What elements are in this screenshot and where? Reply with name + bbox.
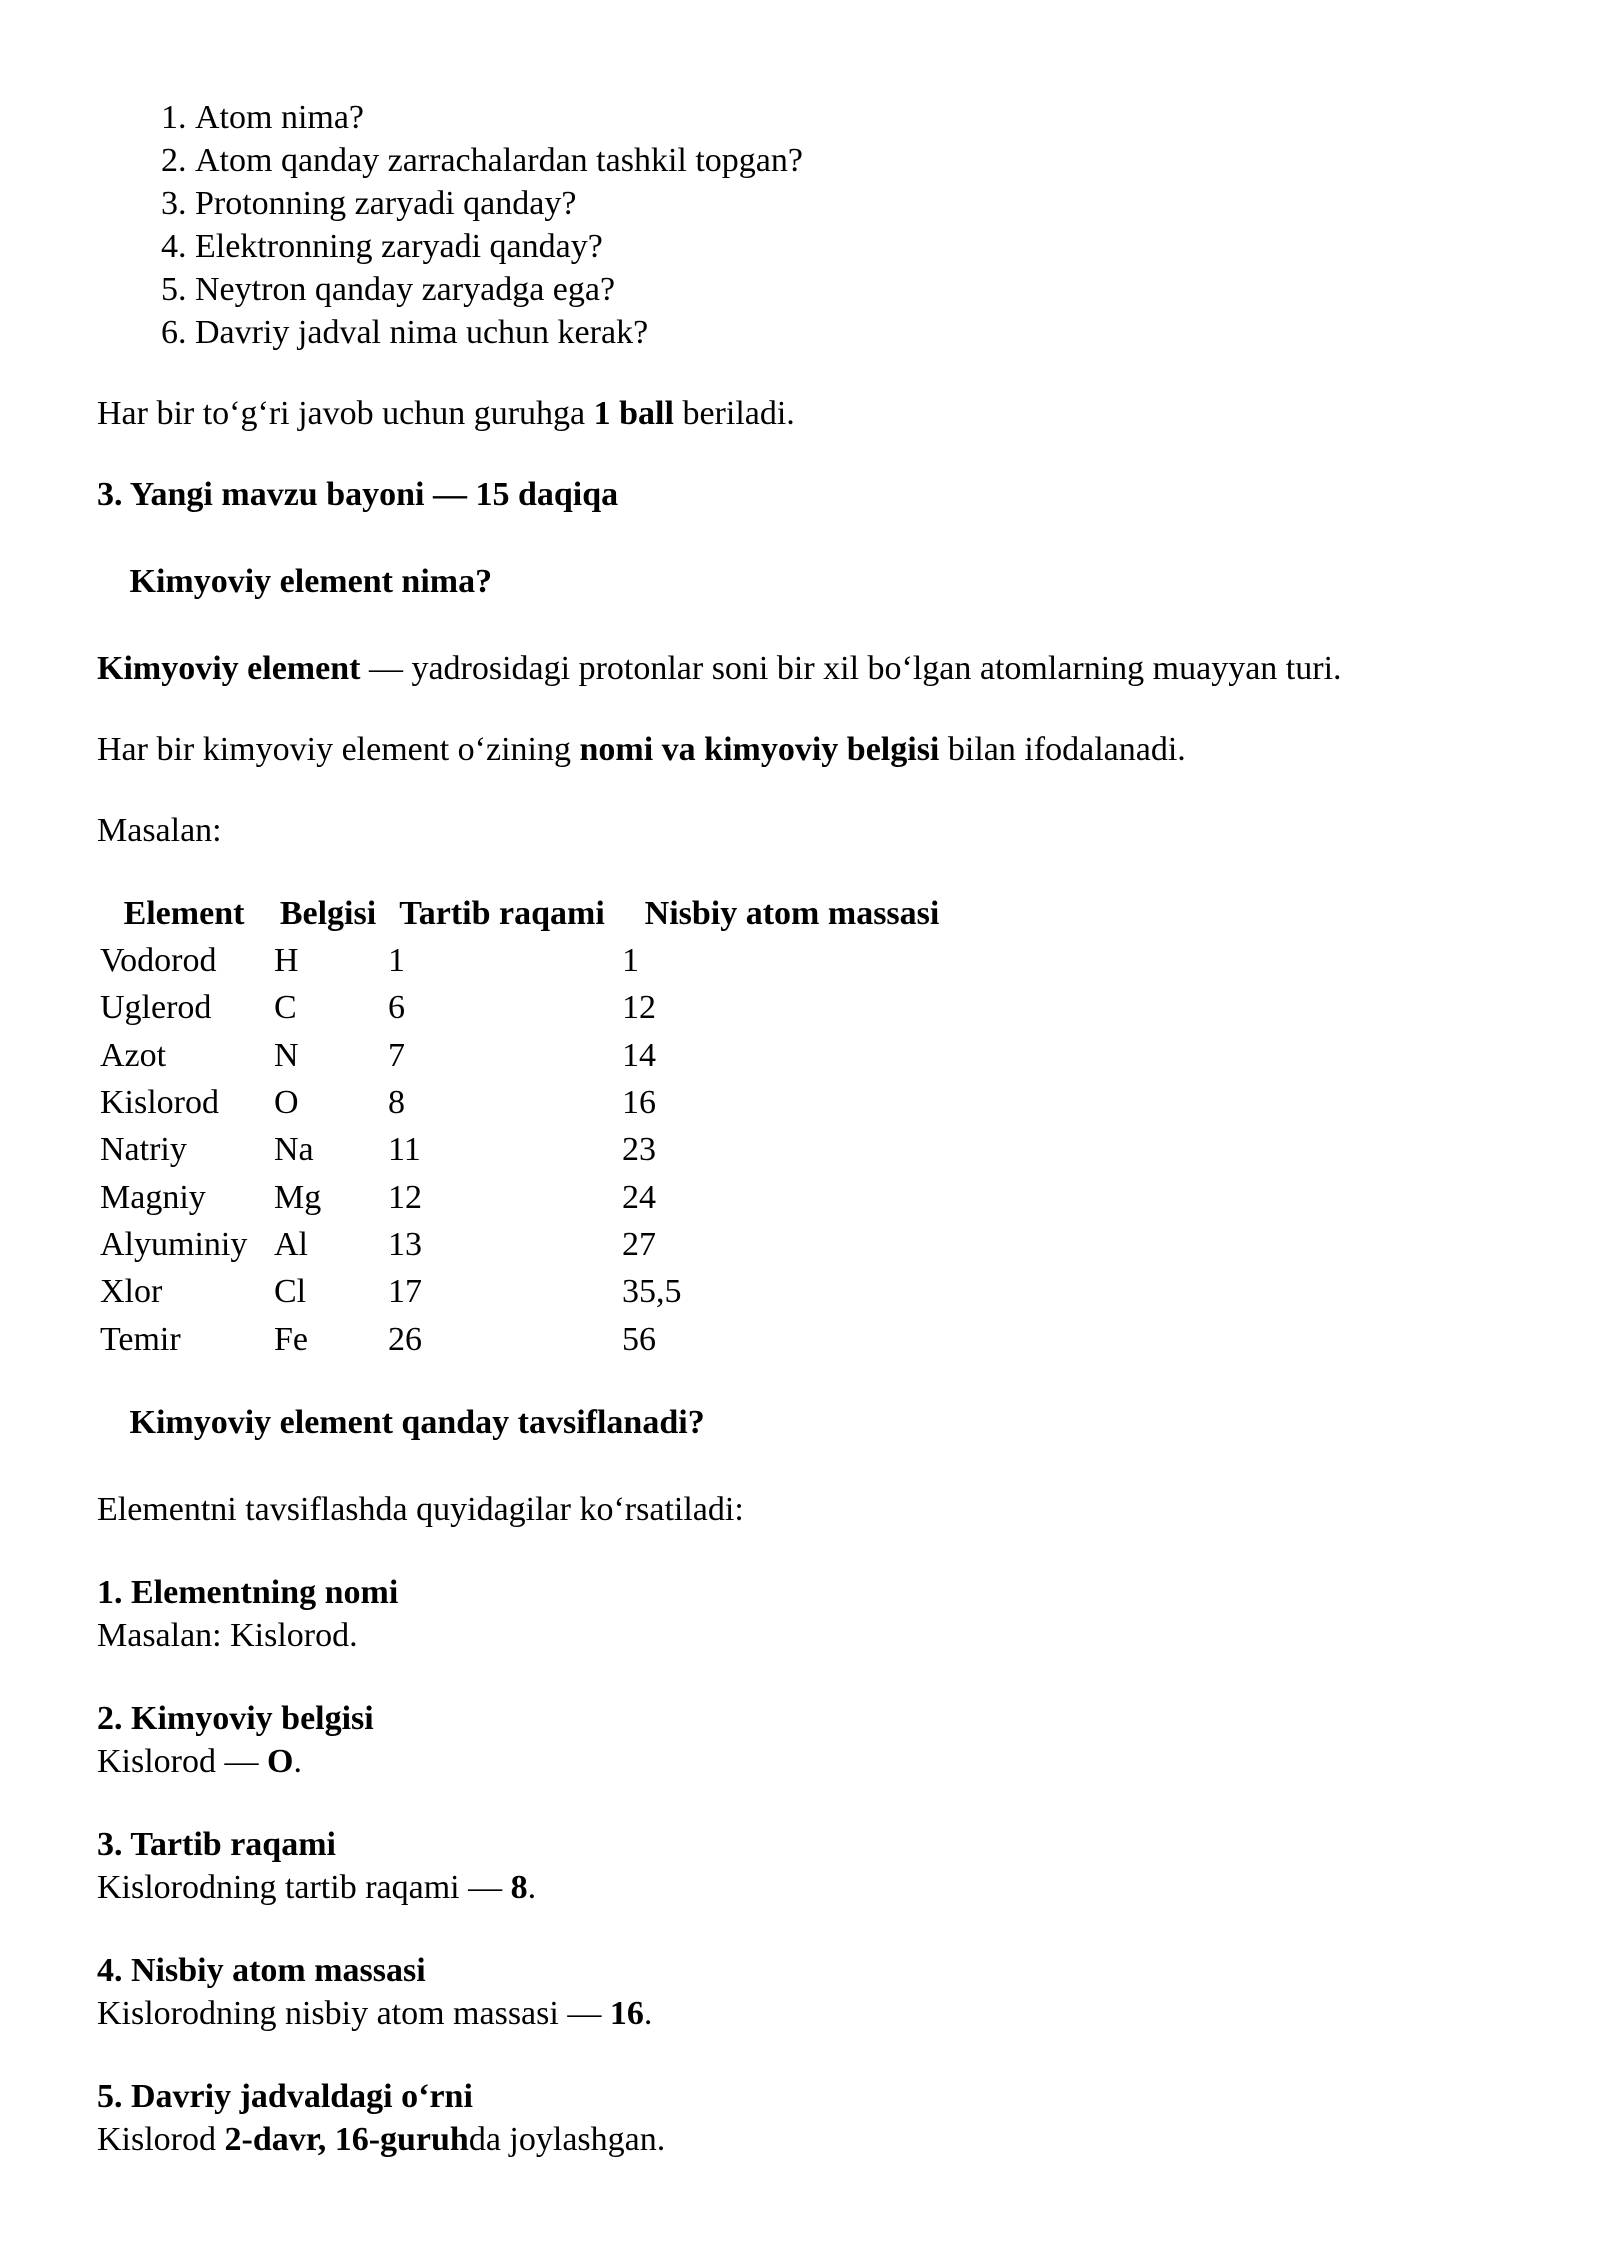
table-row [97, 984, 965, 1031]
column-header: Belgisi [279, 895, 377, 932]
table-cell: Vodorod [100, 942, 217, 980]
table-cell: 13 [388, 1225, 422, 1263]
column-header: Tartib raqami [399, 895, 605, 932]
table-cell: 27 [622, 1225, 656, 1263]
column-header: Element [123, 895, 245, 932]
table-cell: Azot [100, 1036, 167, 1074]
table-cell: 23 [622, 1131, 656, 1169]
describe-intro: Elementni tavsiflashda quyidagilar ko‘rsatiladi: [97, 1490, 744, 1528]
table-row [97, 1079, 965, 1126]
question-item: 3. Protonning zaryadi qanday? [195, 182, 1517, 225]
table-cell: 24 [622, 1178, 656, 1216]
table-row [97, 937, 965, 984]
point-atomic-mass [97, 1949, 1517, 2035]
table-cell: 6 [388, 989, 405, 1027]
table-row [97, 1315, 965, 1362]
question-item: 6. Davriy jadval nima uchun kerak? [195, 311, 1517, 354]
table-cell: 17 [388, 1273, 422, 1311]
point-heading: 5. Davriy jadvaldagi o‘rni [97, 2077, 473, 2115]
table-cell: Uglerod [100, 989, 212, 1027]
point-heading: 4. Nisbiy atom massasi [97, 1951, 426, 1989]
table-cell: Cl [274, 1273, 307, 1311]
table-cell: 16 [622, 1084, 656, 1122]
table-cell: 11 [388, 1131, 421, 1169]
table-row [97, 1268, 965, 1315]
table-row [97, 1126, 965, 1173]
table-row [97, 1032, 965, 1079]
table-cell: Kislorod [100, 1084, 219, 1122]
point-text: Kislorod — O. [97, 1742, 302, 1780]
table-header-row [97, 890, 965, 937]
table-cell: 12 [622, 989, 656, 1027]
naming-text: Har bir kimyoviy element o‘zining nomi va kimyoviy belgisi bilan ifodalanadi. [97, 731, 1186, 768]
scoring-text: Har bir to‘g‘ri javob uchun guruhga 1 ball beriladi. [97, 395, 795, 432]
point-periodic-position [97, 2075, 1517, 2161]
question-item: 1. Atom nima? [195, 96, 1517, 139]
table-cell: 26 [388, 1320, 422, 1358]
table-cell: 56 [622, 1320, 656, 1358]
table-cell: 1 [388, 942, 405, 980]
table-cell: Temir [100, 1320, 181, 1358]
point-text: Kislorodning tartib raqami — 8. [97, 1868, 537, 1906]
subheading-how-described: Kimyoviy element qanday tavsiflanadi? [129, 1403, 705, 1441]
table-row [97, 1173, 965, 1220]
table-cell: 1 [622, 942, 639, 980]
table-cell: O [274, 1084, 299, 1122]
column-header: Nisbiy atom massasi [644, 895, 940, 932]
table-cell: Mg [274, 1178, 322, 1216]
table-cell: N [274, 1036, 299, 1074]
example-label: Masalan: [97, 812, 222, 849]
definition-text: Kimyoviy element — yadrosidagi protonlar soni bir xil bo‘lgan atomlarning muayyan turi. [97, 650, 1342, 687]
table-cell: Xlor [100, 1273, 163, 1311]
point-symbol [97, 1697, 1517, 1783]
table-cell: Magniy [100, 1178, 206, 1216]
point-atomic-number [97, 1823, 1517, 1909]
table-cell: 12 [388, 1178, 422, 1216]
point-heading: 3. Tartib raqami [97, 1825, 336, 1863]
section-title: 3. Yangi mavzu bayoni — 15 daqiqa [97, 476, 619, 513]
question-item: 4. Elektronning zaryadi qanday? [195, 225, 1517, 268]
point-text: Kislorod 2-davr, 16-guruhda joylashgan. [97, 2120, 666, 2158]
table-cell: 35,5 [622, 1273, 682, 1311]
table-cell: 8 [388, 1084, 405, 1122]
table-cell: 14 [622, 1036, 656, 1074]
table-cell: Al [274, 1225, 308, 1263]
table-cell: Na [274, 1131, 314, 1169]
question-item: 2. Atom qanday zarrachalardan tashkil topgan? [195, 139, 1517, 182]
table-cell: Fe [274, 1320, 308, 1358]
table-cell: Alyuminiy [100, 1225, 248, 1263]
point-heading: 2. Kimyoviy belgisi [97, 1699, 374, 1737]
point-text: Masalan: Kislorod. [97, 1616, 358, 1654]
table-row [97, 1221, 965, 1268]
document-page [97, 96, 1517, 2161]
table-cell: 7 [388, 1036, 405, 1074]
elements-table [97, 890, 965, 1363]
question-item: 5. Neytron qanday zaryadga ega? [195, 268, 1517, 311]
table-cell: C [274, 989, 297, 1027]
subheading-what-is-element: Kimyoviy element nima? [129, 563, 493, 600]
point-text: Kislorodning nisbiy atom massasi — 16. [97, 1994, 653, 2032]
point-name [97, 1571, 1517, 1657]
question-list [97, 96, 1517, 354]
table-cell: Natriy [100, 1131, 187, 1169]
table-cell: H [274, 942, 299, 980]
point-heading: 1. Elementning nomi [97, 1573, 399, 1611]
